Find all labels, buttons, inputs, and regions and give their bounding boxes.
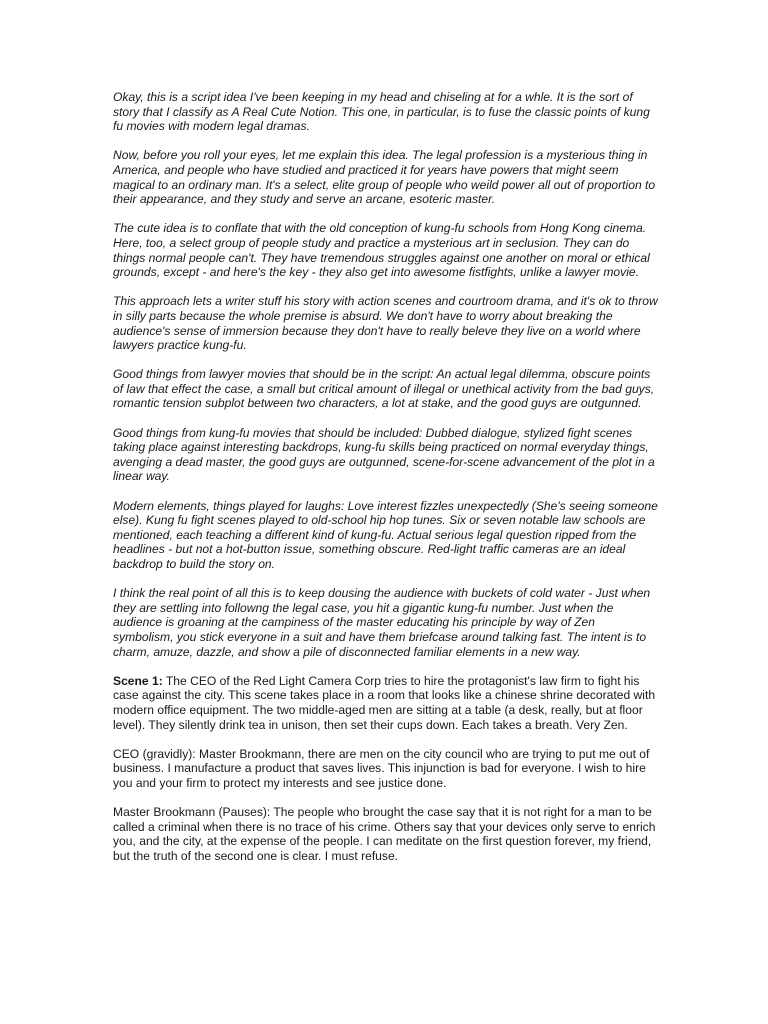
lawyer-movies-paragraph: Good things from lawyer movies that should be in the script: An actual legal dilemma, obscure points of law that effect the case, a small but critical amount of illegal or unethical activity from the bad guys, romantic tension subplot between two characters, a lot at stake, and the good guys are outgunned. <box>113 367 655 411</box>
ceo-dialogue: CEO (gravidly): Master Brookmann, there are men on the city council who are trying to put me out of business. I manufacture a product that saves lives. This injunction is bad for everyone. I wish to hire you and your firm to protect my interests and see justice done. <box>113 746 650 790</box>
scene-paragraph <box>113 674 658 732</box>
real-point-paragraph: I think the real point of all this is to keep dousing the audience with buckets of cold water - Just when they are settling into followng the legal case, you hit a gigantic kung-fu number. Just when the audience is groaning at the campiness of the master educating his principle by way of Zen symbolism, you stick everyone in a suit and have them briefcase around talking fast. The intent is to charm, amuze, dazzle, and show a pile of disconnected familiar elements in a new way. <box>113 586 651 659</box>
scene-label: Scene 1: <box>113 673 163 688</box>
intro-paragraph: Okay, this is a script idea I've been keeping in my head and chiseling at for a whle. It is the sort of story that I classify as A Real Cute Notion. This one, in particular, is to fuse the classic points of kung fu movies with modern legal dramas. <box>113 90 650 134</box>
master-brookmann-dialogue: Master Brookmann (Pauses): The people who brought the case say that it is not right for a man to be called a criminal when there is no trace of his crime. Others say that your devices only serve to enrich you, and the city, at the expense of the people. I can meditate on the first question forever, my friend, but the truth of the second one is clear. I must refuse. <box>113 805 656 863</box>
modern-elements-paragraph: Modern elements, things played for laughs: Love interest fizzles unexpectedly (She's seeing someone else). Kung fu fight scenes played to old-school hip hop tunes. Six or seven notable law schools are mentioned, each teaching a different kind of kung-fu. Actual serious legal question ripped from the headlines - but not a hot-button issue, something obscure. Red-light traffic cameras are an ideal backdrop to build the story on. <box>113 498 658 571</box>
kung-fu-movies-paragraph: Good things from kung-fu movies that should be included: Dubbed dialogue, stylized fight scenes taking place against interesting backdrops, kung-fu skills being practiced on normal everyday things, avenging a dead master, the good guys are outgunned, scene-for-scene advancement of the plot in a linear way. <box>113 425 655 484</box>
approach-paragraph: This approach lets a writer stuff his story with action scenes and courtroom drama, and it's ok to throw in silly parts because the whole premise is absurd. We don't have to worry about breaking the audience's sense of immersion because they don't have to really beleve they live on a world where lawyers practice kung-fu. <box>113 294 658 353</box>
document-page <box>113 90 658 878</box>
scene-description: The CEO of the Red Light Camera Corp tries to hire the protagonist's law firm to fight his case against the city. This scene takes place in a room that looks like a chinese shrine decorated with modern office equipment. The two middle-aged men are sitting at a table (a desk, really, but at floor level). They silently drink tea in unison, then set their cups down. Each takes a breath. Very Zen. <box>113 673 656 732</box>
cute-idea-paragraph: The cute idea is to conflate that with the old conception of kung-fu schools from Hong Kong cinema. Here, too, a select group of people study and practice a mysterious art in seclusion. They can do things normal people can't. They have tremendous struggles against one another on moral or ethical grounds, except - and here's the key - they also get into awesome fistfights, unlike a lawyer movie. <box>113 221 650 280</box>
legal-profession-paragraph: Now, before you roll your eyes, let me explain this idea. The legal profession is a mysterious thing in America, and people who have studied and practiced it for years have powers that might seem magical to an ordinary man. It's a select, elite group of people who weild power all out of proportion to their appearance, and they study and serve an arcane, esoteric master. <box>113 148 656 207</box>
